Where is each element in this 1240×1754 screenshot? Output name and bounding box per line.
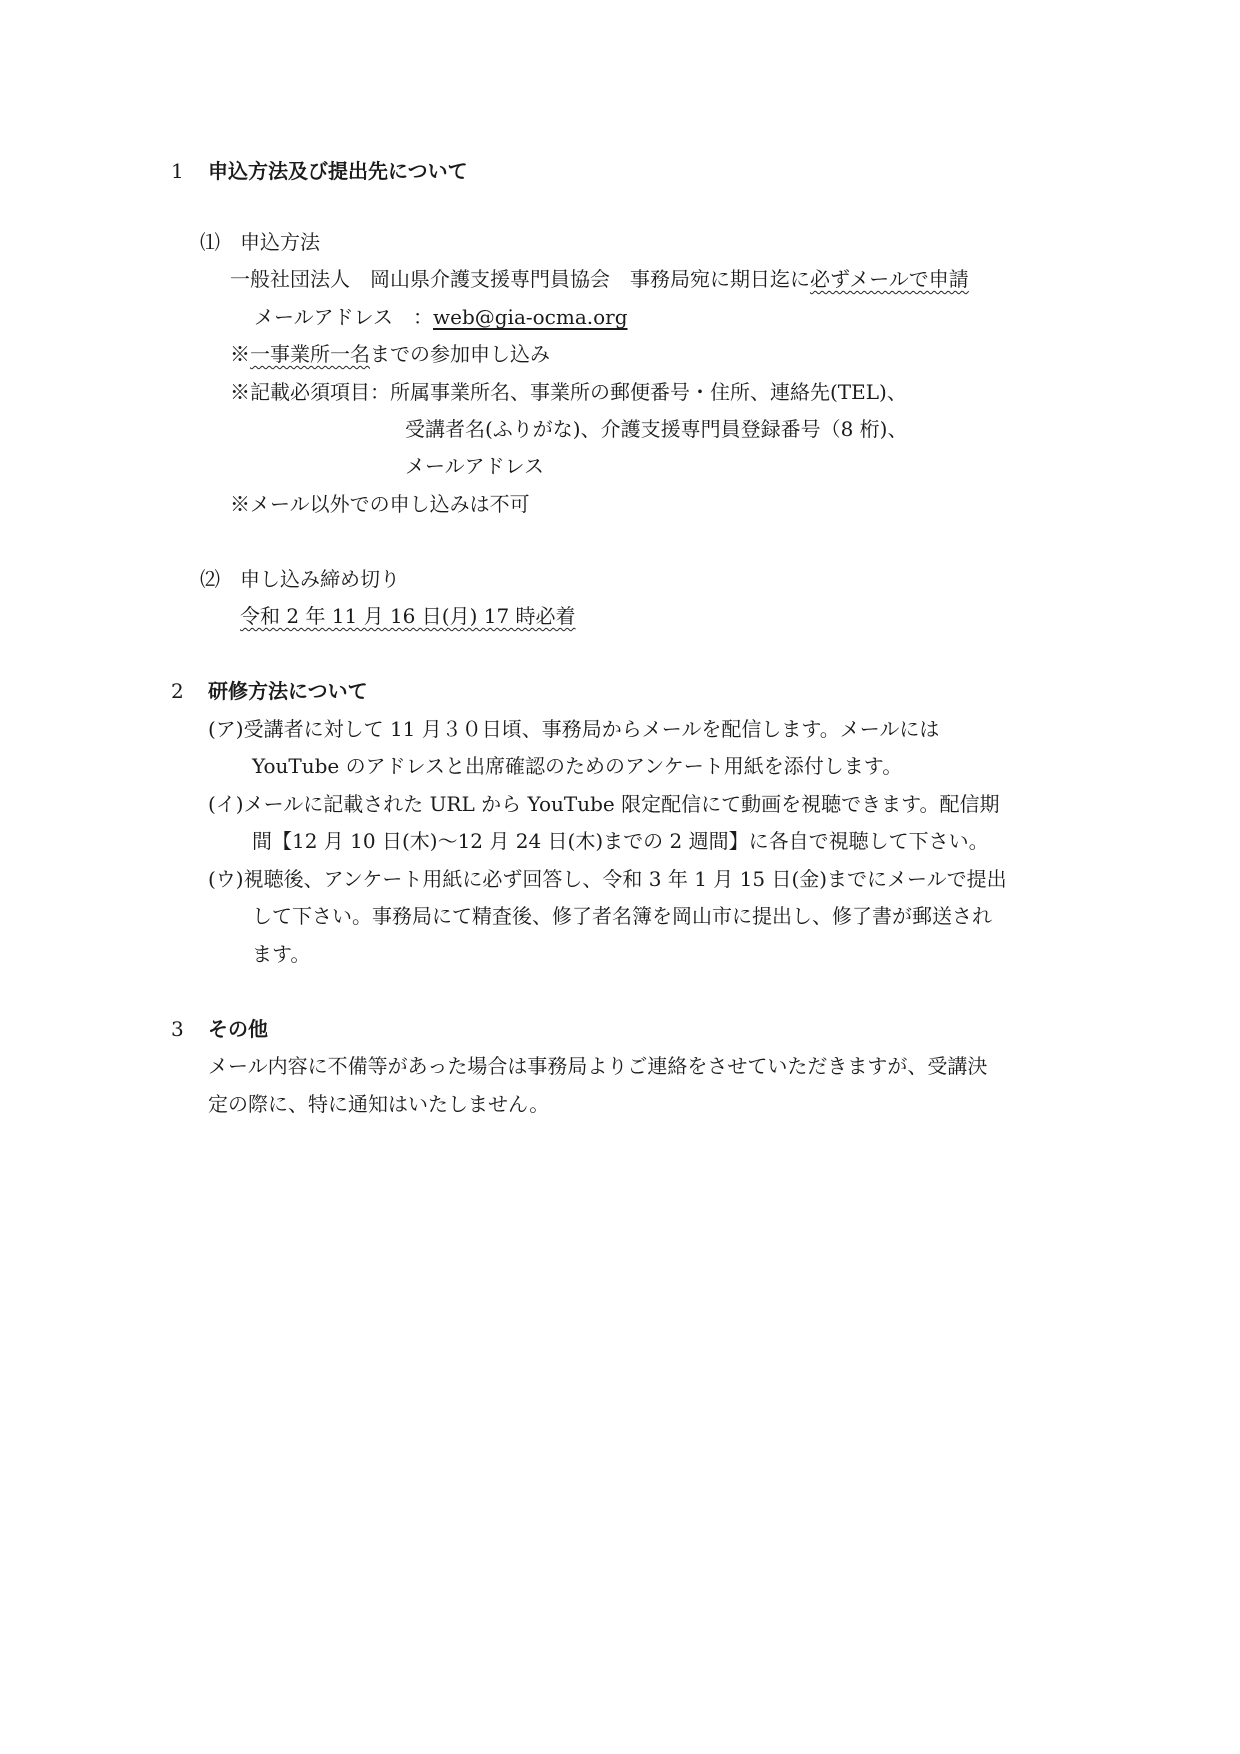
section2-number: 2: [171, 679, 184, 703]
sub1-title: 申込方法: [240, 230, 320, 254]
email-line: [254, 303, 628, 331]
section3-number: 3: [171, 1017, 184, 1041]
training-item-u-line2: して下さい。事務局にて精査後、修了者名簿を岡山市に提出し、修了書が郵送され: [252, 904, 992, 928]
training-item-a-line2: YouTube のアドレスと出席確認のためのアンケート用紙を添付します。: [252, 754, 903, 778]
required-items-line3: メールアドレス: [405, 454, 544, 478]
section2-title: 研修方法について: [208, 679, 368, 703]
one-per-office-emphasis: 一事業所一名: [250, 342, 370, 366]
deadline-text: 令和 2 年 11 月 16 日(月) 17 時必着: [240, 604, 576, 628]
required-items-line2: 受講者名(ふりがな)、介護支援専門員登録番号（8 桁)、: [405, 417, 908, 441]
training-item-u-line1: (ウ)視聴後、アンケート用紙に必ず回答し、令和 3 年 1 月 15 日(金)までにメールで提出: [208, 867, 1007, 891]
application-method-line: [230, 265, 969, 293]
required-items-line1: ※記載必須項目：所属事業所名、事業所の郵便番号・住所、連絡先(TEL)、: [230, 380, 907, 404]
other-line1: メール内容に不備等があった場合は事務局よりご連絡をさせていただきますが、受講決: [208, 1054, 988, 1078]
email-required-emphasis: 必ずメールで申請: [810, 267, 969, 291]
sub2-title: 申し込み締め切り: [240, 567, 400, 591]
application-method-text: 一般社団法人 岡山県介護支援専門員協会 事務局宛に期日迄に: [230, 267, 810, 291]
note-one-per-office-rest: までの参加申し込み: [370, 342, 550, 366]
sub2-label: ⑵: [200, 567, 220, 591]
email-label: メールアドレス ：: [254, 305, 433, 329]
other-line2: 定の際に、特に通知はいたしません。: [208, 1092, 550, 1116]
email-address-link[interactable]: web@gia-ocma.org: [433, 305, 628, 329]
note-mark: ※: [230, 342, 250, 366]
section3-title: その他: [208, 1017, 268, 1041]
training-item-i-line1: (イ)メールに記載された URL から YouTube 限定配信にて動画を視聴できます。配信期: [208, 792, 1000, 816]
training-item-i-line2: 間【12 月 10 日(木)～12 月 24 日(木)までの 2 週間】に各自で視聴して下さい。: [252, 829, 989, 853]
sub1-label: ⑴: [200, 230, 220, 254]
training-item-a-line1: (ア)受講者に対して 11 月３０日頃、事務局からメールを配信します。メールには: [208, 717, 940, 741]
section1-number: 1: [171, 159, 184, 183]
section1-title: 申込方法及び提出先について: [208, 159, 468, 183]
note-one-per-office: [230, 340, 550, 368]
email-only-note: ※メール以外での申し込みは不可: [230, 492, 530, 516]
training-item-u-line3: ます。: [252, 942, 311, 966]
